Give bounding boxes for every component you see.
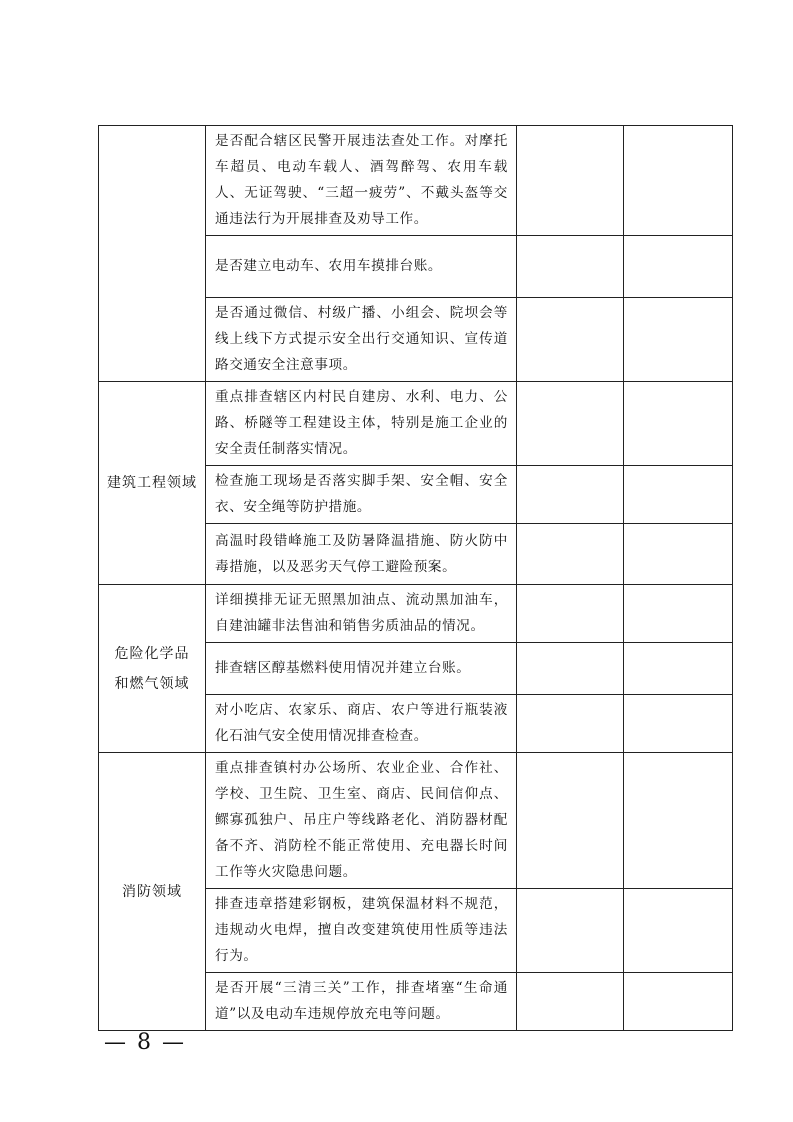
blank-cell xyxy=(624,889,733,973)
item-cell: 详细摸排无证无照黑加油点、流动黑加油车，自建油罐非法售油和销售劣质油品的情况。 xyxy=(206,585,517,643)
blank-cell xyxy=(624,753,733,889)
blank-cell xyxy=(624,643,733,695)
item-cell: 是否建立电动车、农用车摸排台账。 xyxy=(206,236,517,298)
area-label: 消防领域 xyxy=(122,883,182,900)
blank-cell xyxy=(624,382,733,466)
area-cell-construction xyxy=(99,382,206,585)
blank-cell xyxy=(624,236,733,298)
blank-cell xyxy=(517,236,624,298)
blank-cell xyxy=(517,973,624,1031)
item-cell: 是否通过微信、村级广播、小组会、院坝会等线上线下方式提示安全出行交通知识、宣传道路交通安全注意事项。 xyxy=(206,298,517,382)
item-cell: 重点排查辖区内村民自建房、水利、电力、公路、桥隧等工程建设主体，特别是施工企业的安全责任制落实情况。 xyxy=(206,382,517,466)
item-cell: 检查施工现场是否落实脚手架、安全帽、安全衣、安全绳等防护措施。 xyxy=(206,466,517,524)
blank-cell xyxy=(517,695,624,753)
blank-cell xyxy=(517,753,624,889)
item-cell: 是否配合辖区民警开展违法查处工作。对摩托车超员、电动车载人、酒驾醉驾、农用车载人、无证驾驶、“三超一疲劳”、不戴头盔等交通违法行为开展排查及劝导工作。 xyxy=(206,126,517,236)
blank-cell xyxy=(517,585,624,643)
area-label: 危险化学品和燃气领域 xyxy=(114,645,190,692)
table-row xyxy=(99,382,733,466)
blank-cell xyxy=(624,973,733,1031)
item-cell: 对小吃店、农家乐、商店、农户等进行瓶装液化石油气安全使用情况排查检查。 xyxy=(206,695,517,753)
inspection-table xyxy=(98,125,733,1031)
page-number: — 8 — xyxy=(104,1030,186,1055)
blank-cell xyxy=(624,695,733,753)
item-cell: 排查违章搭建彩钢板，建筑保温材料不规范，违规动火电焊，擅自改变建筑使用性质等违法行为。 xyxy=(206,889,517,973)
area-cell-fire xyxy=(99,753,206,1031)
blank-cell xyxy=(517,298,624,382)
table-row xyxy=(99,753,733,889)
item-cell: 高温时段错峰施工及防暑降温措施、防火防中毒措施，以及恶劣天气停工避险预案。 xyxy=(206,524,517,585)
blank-cell xyxy=(624,126,733,236)
blank-cell xyxy=(624,298,733,382)
blank-cell xyxy=(624,466,733,524)
blank-cell xyxy=(517,524,624,585)
blank-cell xyxy=(517,466,624,524)
blank-cell xyxy=(517,126,624,236)
blank-cell xyxy=(517,889,624,973)
blank-cell xyxy=(624,524,733,585)
table-row xyxy=(99,126,733,236)
item-cell: 是否开展“三清三关”工作，排查堵塞“生命通道”以及电动车违规停放充电等问题。 xyxy=(206,973,517,1031)
area-cell-traffic xyxy=(99,126,206,382)
item-cell: 重点排查镇村办公场所、农业企业、合作社、学校、卫生院、卫生室、商店、民间信仰点、鳏寡孤独户、吊庄户等线路老化、消防器材配备不齐、消防栓不能正常使用、充电器长时间工作等火灾隐患问题。 xyxy=(206,753,517,889)
area-label: 建筑工程领域 xyxy=(107,475,197,491)
table-row xyxy=(99,585,733,643)
blank-cell xyxy=(517,382,624,466)
blank-cell xyxy=(624,585,733,643)
item-cell: 排查辖区醇基燃料使用情况并建立台账。 xyxy=(206,643,517,695)
area-cell-hazchem xyxy=(99,585,206,753)
blank-cell xyxy=(517,643,624,695)
